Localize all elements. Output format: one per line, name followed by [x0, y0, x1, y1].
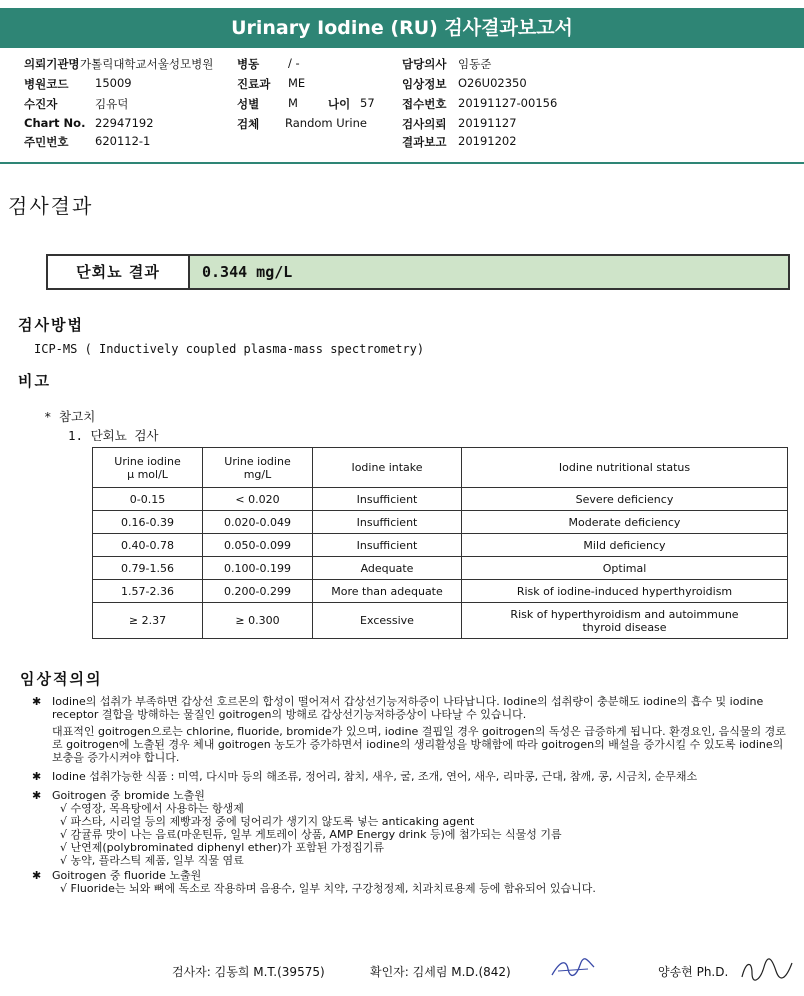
value-patient: 김유덕 [95, 97, 129, 111]
section-results-heading: 검사결과 [8, 194, 94, 218]
list-item: √ Fluoride는 뇌와 뼈에 독소로 작용하며 음용수, 일부 치약, 구강청정제, 치과치료용제 등에 함유되어 있습니다. [60, 882, 596, 895]
clinical-significance-heading: 임상적의의 [20, 670, 103, 688]
value-age: 57 [360, 96, 375, 110]
director-handwritten-signature [738, 955, 796, 985]
label-age: 나이 [328, 97, 351, 111]
remarks-heading: 비고 [18, 372, 51, 390]
table-row: 1.57-2.36 0.200-0.299 More than adequate Risk of iodine-induced hyperthyroidism [93, 580, 788, 603]
list-item: √ 난연제(polybrominated diphenyl ether)가 포함된 가정집기류 [60, 841, 385, 854]
list-item: √ 파스타, 시리얼 등의 제빵과정 중에 덩어리가 생기지 않도록 넣는 anticaking agent [60, 815, 475, 828]
list-item: √ 감귤류 맛이 나는 음료(마운틴듀, 일부 게토레이 상품, AMP Energy drink 등)에 첨가되는 식물성 기름 [60, 828, 562, 841]
label-requesting-institution: 의뢰기관명 [24, 57, 80, 71]
value-requesting-institution: 가톨릭대학교서울성모병원 [80, 57, 214, 71]
label-report-date: 결과보고 [402, 135, 447, 149]
value-ward: / - [288, 56, 300, 70]
value-clinical-info: O26U02350 [458, 76, 527, 90]
patient-info-panel [0, 52, 804, 164]
reference-table [92, 447, 788, 639]
label-clinical-info: 임상정보 [402, 77, 447, 91]
value-receipt-no: 20191127-00156 [458, 96, 558, 110]
label-department: 진료과 [237, 77, 271, 91]
label-receipt-no: 접수번호 [402, 97, 447, 111]
value-test-request-date: 20191127 [458, 116, 517, 130]
list-item: √ 수영장, 목욕탕에서 사용하는 항생제 [60, 802, 244, 815]
value-chart-no: 22947192 [95, 116, 154, 130]
header-iodine-intake: Iodine intake [313, 448, 462, 488]
bullet-icon: ✱ [32, 770, 42, 783]
method-heading: 검사방법 [18, 316, 84, 334]
note-paragraph: ✱ Iodine의 섭취가 부족하면 갑상선 호르몬의 합성이 떨어져서 갑상선기능저하증이 나타납니다. Iodine의 섭취량이 충분해도 iodine의 흡수 및 iodine receptor 결합을 방해하는 물질인 goitrogen의 방해로 갑상선기능저하증상이 나타날 수 있습니다. 대표적인 goitrogen으로는 chlorine, fluoride, bromide가 있으며, iodine 결핍일 경우 goitrogen의 독성은 급증하게 됩니다. 환경요인, 음식물의 경로로 goitrogen에 노출된 경우 체내 goitrogen 농도가 증가하면서 iodine의 생리활성을 방해함에 따라 goitrogen의 배설을 증가시킬 수 있도록 iodine의 보충을 증가시켜야 합니다. [32, 695, 786, 764]
label-resident-no: 주민번호 [24, 135, 69, 149]
table-row: ≥ 2.37 ≥ 0.300 Excessive Risk of hyperthyroidism and autoimmune thyroid disease [93, 603, 788, 639]
value-resident-no: 620112-1 [95, 134, 151, 148]
table-row: 0.16-0.39 0.020-0.049 Insufficient Moderate deficiency [93, 511, 788, 534]
verifier-handwritten-signature [548, 955, 598, 981]
value-department: ME [288, 76, 306, 90]
header-urine-umol: Urine iodine μ mol/L [93, 448, 203, 488]
tester-signature-line: 검사자: 김동희 M.T.(39575) [172, 965, 325, 979]
list-item: √ 농약, 플라스틱 제품, 일부 직물 염료 [60, 854, 244, 867]
header-urine-mg: Urine iodine mg/L [203, 448, 313, 488]
method-text: ICP-MS ( Inductively coupled plasma-mass spectrometry) [34, 342, 425, 356]
result-value: 0.344 mg/L [190, 256, 788, 288]
reference-subheading: 1. 단회뇨 검사 [68, 428, 159, 443]
label-ward: 병동 [237, 57, 260, 71]
label-specimen: 검체 [237, 117, 260, 131]
note-paragraph: ✱ Iodine 섭취가능한 식품 : 미역, 다시마 등의 해조류, 정어리, 참치, 새우, 굴, 조개, 연어, 새우, 리마콩, 근대, 참깨, 콩, 시금치, 순무채소 [32, 770, 698, 783]
table-row: 0.79-1.56 0.100-0.199 Adequate Optimal [93, 557, 788, 580]
note-paragraph: ✱ Goitrogen 중 bromide 노출원 √ 수영장, 목욕탕에서 사용하는 항생제 √ 파스타, 시리얼 등의 제빵과정 중에 덩어리가 생기지 않도록 넣는 anticaking agent √ 감귤류 맛이 나는 음료(마운틴듀, 일부 게토레이 상품, AMP Energy drink 등)에 첨가되는 식물성 기름 √ 난연제(polybrominated diphenyl ether)가 포함된 가정집기류 √ 농약, 플라스틱 제품, 일부 직물 염료 [32, 789, 792, 867]
note-paragraph: ✱ Goitrogen 중 fluoride 노출원 √ Fluoride는 뇌와 뼈에 독소로 작용하며 음용수, 일부 치약, 구강청정제, 치과치료용제 등에 함유되어 있습니다. [32, 869, 792, 895]
value-report-date: 20191202 [458, 134, 517, 148]
label-physician: 담당의사 [402, 57, 447, 71]
table-row: 0.40-0.78 0.050-0.099 Insufficient Mild deficiency [93, 534, 788, 557]
bullet-icon: ✱ [32, 789, 42, 802]
label-hospital-code: 병원코드 [24, 77, 69, 91]
bullet-icon: ✱ [32, 869, 42, 882]
header-nutritional-status: Iodine nutritional status [462, 448, 788, 488]
value-sex: M [288, 96, 298, 110]
reference-heading: * 참고치 [44, 409, 96, 424]
table-row: 0-0.15 < 0.020 Insufficient Severe deficiency [93, 488, 788, 511]
label-sex: 성별 [237, 97, 260, 111]
director-signature-line: 양송현 Ph.D. [658, 965, 729, 979]
value-hospital-code: 15009 [95, 76, 132, 90]
value-physician: 임동준 [458, 57, 492, 71]
label-test-request-date: 검사의뢰 [402, 117, 447, 131]
report-title: Urinary Iodine (RU) 검사결과보고서 [0, 8, 804, 48]
result-label: 단회뇨 결과 [48, 256, 190, 288]
label-patient: 수진자 [24, 97, 58, 111]
value-specimen: Random Urine [285, 116, 367, 130]
clinical-notes [32, 695, 792, 895]
label-chart-no: Chart No. [24, 116, 86, 130]
verifier-signature-line: 확인자: 김세림 M.D.(842) [370, 965, 511, 979]
result-box [46, 254, 790, 290]
bullet-icon: ✱ [32, 695, 42, 708]
